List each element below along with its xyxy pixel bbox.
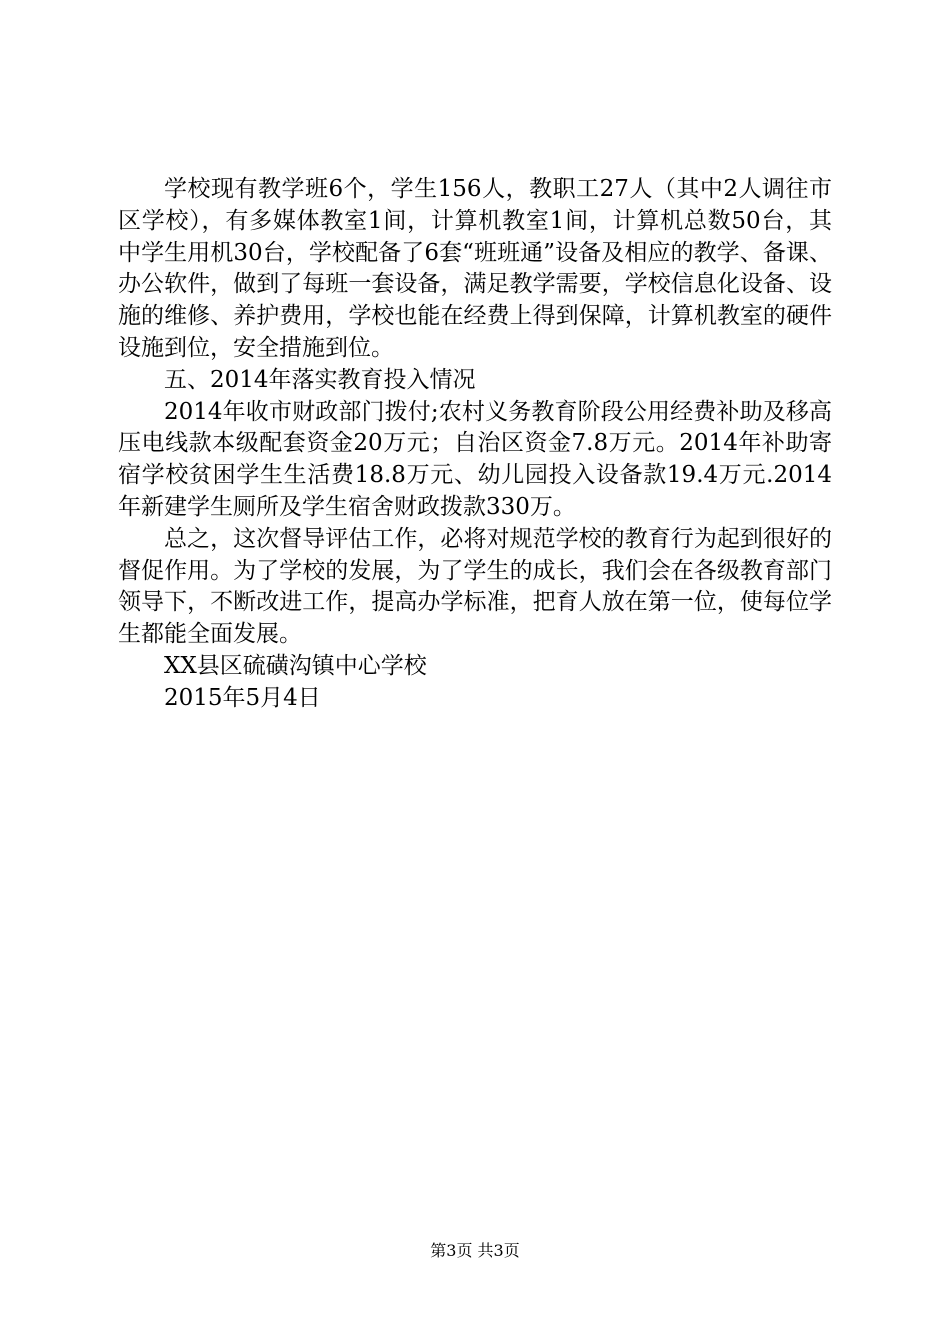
paragraph-funding: 2014年收市财政部门拨付;农村义务教育阶段公用经费补助及移高压电线款本级配套资金20万元；自治区资金7.8万元。2014年补助寄宿学校贫困学生生活费18.8万元、幼儿园投入设备款19.4万元.2014年新建学生厕所及学生宿舍财政拨款330万。 — [118, 398, 832, 520]
signature-date: 2015年5月4日 — [164, 684, 321, 711]
section-heading-education-investment: 五、2014年落实教育投入情况 — [164, 366, 476, 393]
signature-school-name: XX县区硫磺沟镇中心学校 — [164, 652, 427, 679]
page-number-footer: 第3页 共3页 — [430, 1241, 520, 1260]
paragraph-conclusion: 总之，这次督导评估工作，必将对规范学校的教育行为起到很好的督促作用。为了学校的发展，为了学生的成长，我们会在各级教育部门领导下，不断改进工作，提高办学标准，把育人放在第一位，使每位学生都能全面发展。 — [118, 525, 832, 648]
document-body — [118, 174, 832, 715]
paragraph-facilities: 学校现有教学班6个，学生156人，教职工27人（其中2人调往市区学校），有多媒体教室1间，计算机教室1间，计算机总数50台，其中学生用机30台，学校配备了6套“班班通”设备及相应的教学、备课、办公软件，做到了每班一套设备，满足教学需要，学校信息化设备、设施的维修、养护费用，学校也能在经费上得到保障，计算机教室的硬件设施到位，安全措施到位。 — [118, 176, 832, 361]
